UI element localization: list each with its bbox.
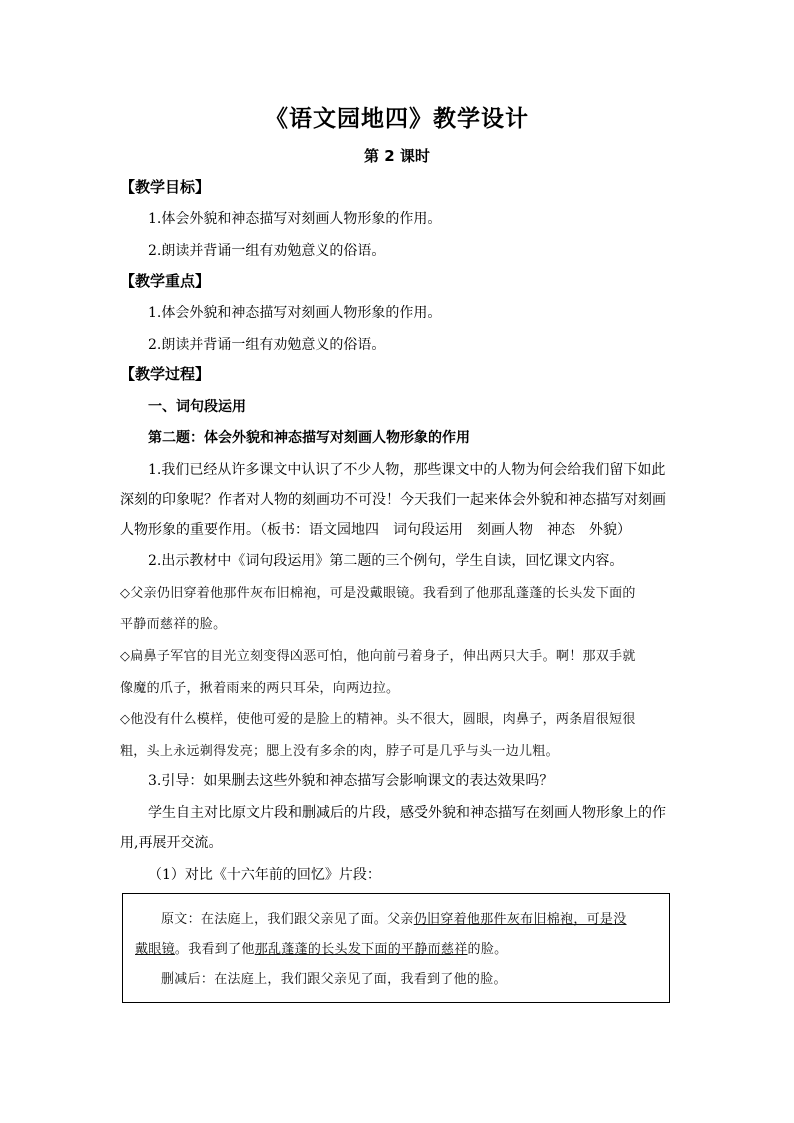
paragraph-line: 学生自主对比原文片段和删减后的片段，感受外貌和神态描写在刻画人物形象上的作 (148, 805, 666, 821)
comparison-box (122, 893, 670, 1003)
process-heading: 【教学过程】 (120, 365, 211, 383)
example-line: 像魔的爪子，揪着雨来的两只耳朵，向两边拉。 (120, 681, 400, 696)
document-title: 《语文园地四》教学设计 (265, 106, 529, 132)
key-point-item: 2.朗读并背诵一组有劝勉意义的俗语。 (148, 337, 386, 353)
original-label: 原文： (161, 912, 201, 927)
example-line: 平静而慈祥的脸。 (120, 617, 227, 632)
compare-heading: （1）对比《十六年前的回忆》片段： (148, 867, 381, 883)
lesson-subtitle: 第 2 课时 (364, 147, 430, 165)
paragraph-line: 深刻的印象呢？作者对人物的刻画功不可没！今天我们一起来体会外貌和神态描写对刻画 (120, 492, 666, 508)
question-heading: 第二题：体会外貌和神态描写对刻画人物形象的作用 (148, 430, 470, 446)
example-line: 粗，头上永远剃得发亮；腮上没有多余的肉，脖子可是几乎与头一边儿粗。 (120, 744, 559, 759)
objectives-heading: 【教学目标】 (120, 178, 211, 196)
example-line: ◇扁鼻子军官的目光立刻变得凶恶可怕，他向前弓着身子，伸出两只大手。啊！那双手就 (120, 649, 636, 664)
paragraph-line: 人物形象的重要作用。（板书：语文园地四 词句段运用 刻画人物 神态 外貌） (120, 522, 631, 538)
underlined-phrase: 仍旧穿着他那件灰布旧棉袍，可是没 (413, 912, 627, 927)
original-text-line: 原文：在法庭上，我们跟父亲见了面。父亲仍旧穿着他那件灰布旧棉袍，可是没 (161, 912, 627, 927)
objective-item: 1.体会外貌和神态描写对刻画人物形象的作用。 (148, 211, 442, 227)
example-line: ◇他没有什么模样，使他可爱的是脸上的精神。头不很大，圆眼，肉鼻子，两条眉很短很 (120, 712, 636, 727)
paragraph-line: 2.出示教材中《词句段运用》第二题的三个例句，学生自读，回忆课文内容。 (148, 553, 624, 569)
key-point-item: 1.体会外貌和神态描写对刻画人物形象的作用。 (148, 305, 442, 321)
underlined-phrase: 戴眼镜 (135, 942, 175, 957)
original-text-line: 戴眼镜。我看到了他那乱蓬蓬的长头发下面的平静而慈祥的脸。 (135, 942, 508, 957)
objective-item: 2.朗读并背诵一组有劝勉意义的俗语。 (148, 243, 386, 259)
abridged-text-line: 删减后：在法庭上，我们跟父亲见了面，我看到了他的脸。 (161, 972, 507, 987)
paragraph-line: 用,再展开交流。 (120, 835, 223, 851)
key-points-heading: 【教学重点】 (120, 272, 211, 290)
underlined-phrase: 那乱蓬蓬的长头发下面的平静而慈祥 (254, 942, 468, 957)
section-heading: 一、词句段运用 (148, 399, 246, 415)
paragraph-line: 3.引导：如果删去这些外貌和神态描写会影响课文的表达效果吗？ (148, 773, 554, 789)
paragraph-line: 1.我们已经从许多课文中认识了不少人物，那些课文中的人物为何会给我们留下如此 (148, 462, 666, 478)
abridged-label: 删减后： (161, 972, 215, 987)
example-line: ◇父亲仍旧穿着他那件灰布旧棉袍，可是没戴眼镜。我看到了他那乱蓬蓬的长头发下面的 (120, 586, 636, 601)
